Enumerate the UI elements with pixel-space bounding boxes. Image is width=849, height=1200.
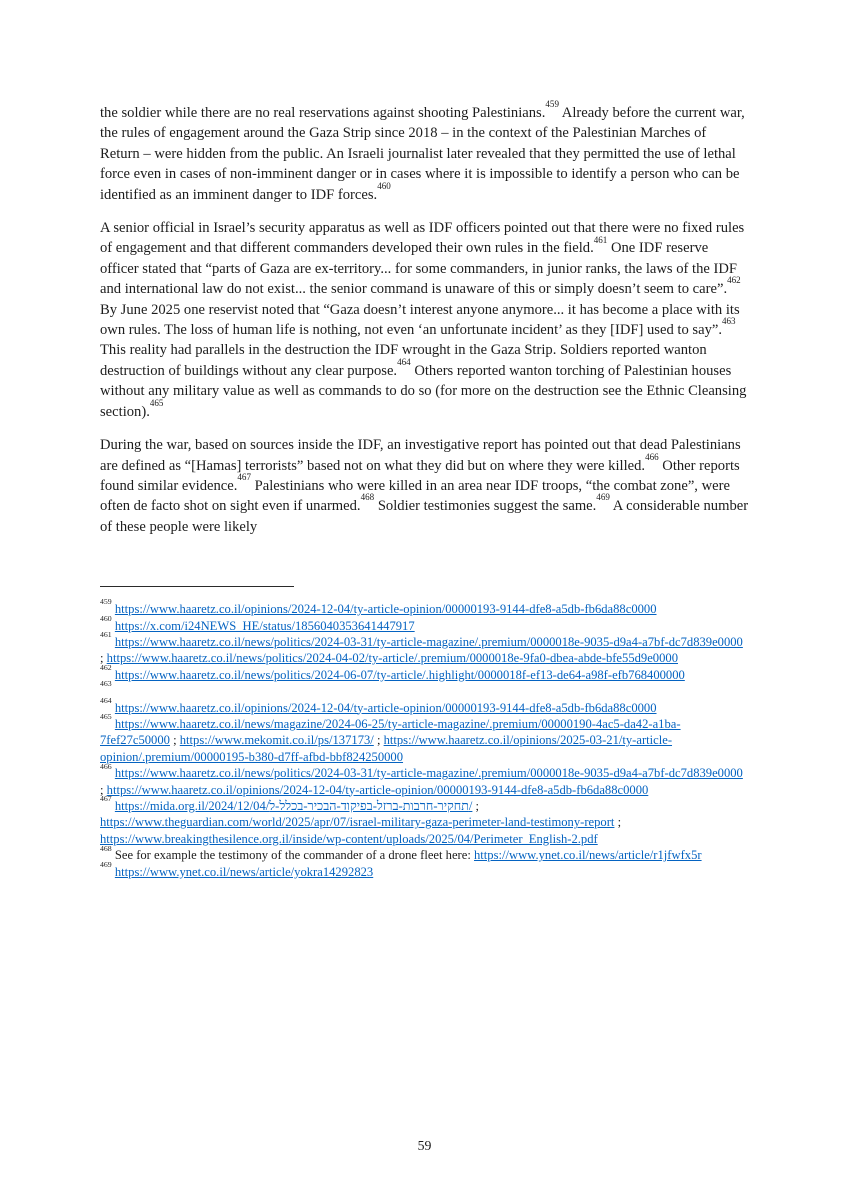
- footnote-ref: 466: [645, 451, 659, 462]
- footnote-link[interactable]: https://www.haaretz.co.il/news/politics/2024-03-31/ty-article-magazine/.premium/0000018e-9035-d9a4-a7bf-dc7d839e0000: [114, 634, 743, 649]
- footnote-number: 468: [100, 843, 112, 853]
- body-text: [100, 99, 749, 537]
- paragraph: During the war, based on sources inside the IDF, an investigative report has pointed out that dead Palestinians are defined as “[Hamas] terrorists” based not on what they did but on where they were killed.$^{466}$ Other reports found similar evidence.$^{467}$ Palestinians who were killed in an area near IDF troops, “the combat zone”, were often de facto shot on sight even if unarmed.$^{468}$ Soldier testimonies suggest the same.$^{469}$ A considerable number of these people were likely: [100, 437, 749, 535]
- page-number: 59: [417, 1138, 432, 1153]
- footnote-ref: 465: [149, 397, 164, 408]
- footnote-link[interactable]: https://www.haaretz.co.il/opinions/2025-03-21/ty-article-opinion/.premium/00000195-b380-d7ff-afbd-bbf824250000: [100, 733, 673, 764]
- footnote-ref: 461: [593, 234, 608, 245]
- footnote: $^{466}$ https://www.haaretz.co.il/news/politics/2024-03-31/ty-article-magazine/.premium/0000018e-9035-d9a4-a7bf-dc7d839e0000 ; https://www.haaretz.co.il/opinions/2024-12-04/ty-article-opinion/00000193-9144-dfe8-a5db-fb6da88c0000: [100, 761, 743, 797]
- footnote-ref: 464: [397, 356, 411, 367]
- footnote-link[interactable]: https://www.ynet.co.il/news/article/r1jfwfx5r: [474, 848, 702, 863]
- footnote-number: 462: [100, 663, 112, 673]
- footnote: $^{467}$ https://mida.org.il/2024/12/04/תחקיר-חרבות-ברזל-בפיקוד-הבכיר-בכלל-ל/ ; https://www.theguardian.com/world/2025/apr/07/israel-military-gaza-perimeter-land-testimony-report ; https://www.breakingthesilence.org.il/inside/wp-content/uploads/2025/04/Perimeter_English-2.pdf: [100, 794, 622, 846]
- footnote-number: 465: [100, 712, 112, 722]
- footnote-number: 461: [100, 630, 112, 640]
- footnote-number: 459: [100, 597, 112, 607]
- footnote: [100, 663, 749, 683]
- footnote-separator: [100, 586, 294, 587]
- footnote-ref: 460: [377, 180, 391, 191]
- footnote-link[interactable]: https://www.haaretz.co.il/news/magazine/2024-06-25/ty-article-magazine/.premium/00000190-4ac5-da42-a1ba-7fef27c50000: [100, 716, 681, 748]
- footnote: [100, 859, 749, 880]
- footnote-number: 463: [100, 679, 112, 689]
- footnote: [100, 597, 749, 617]
- paragraph: the soldier while there are no real reservations against shooting Palestinians.$^{459}$ Already before the current war, the rules of engagement around the Gaza Strip since 2018 – in the context of the Palestinian Marches of Return – were hidden from the public. An Israeli journalist later revealed that they permitted the use of lethal force even in cases of non-imminent danger or in cases where it is impossible to identify a person who can be identified as an imminent danger to IDF forces.$^{460}$: [100, 99, 745, 203]
- footnote-link[interactable]: https://www.breakingthesilence.org.il/inside/wp-content/uploads/2025/04/Perimeter_English-2.pdf: [100, 831, 598, 846]
- footnote: [100, 679, 749, 699]
- footnote-link[interactable]: https://www.haaretz.co.il/opinions/2024-12-04/ty-article-opinion/00000193-9144-dfe8-a5db-fb6da88c0000: [114, 700, 657, 715]
- footnote-link[interactable]: https://x.com/i24NEWS_HE/status/1856040353641447917: [114, 618, 415, 633]
- paragraph: A senior official in Israel’s security apparatus as well as IDF officers pointed out that there were no fixed rules of engagement and that different commanders developed their own rules in the field.$^{461}$ One IDF reserve officer stated that “parts of Gaza are ex-territory... for some commanders, in junior ranks, the laws of the IDF and international law do not exist... the senior command is unaware of this or simply doesn’t seem to care”.$^{462}$ By June 2025 one reservist noted that “Gaza doesn’t interest anyone anymore... it has become a place with its own rules. The loss of human life is nothing, not even ‘an unfortunate incident’ as they [IDF] used to say”.$^{463}$ This reality had parallels in the destruction the IDF wrought in the Gaza Strip. Soldiers reported wanton destruction of buildings without any clear purpose.$^{464}$ Others reported wanton torching of Palestinian houses without any military value as well as commands to do so (for more on the destruction see the Ethnic Cleansing section).$^{465}$: [100, 220, 747, 420]
- footnote-ref: 459: [545, 99, 559, 110]
- footnote-ref: 469: [596, 492, 610, 503]
- footnote-link[interactable]: https://www.mekomit.co.il/ps/137173/: [179, 733, 374, 748]
- footnote-number: 466: [100, 761, 112, 771]
- footnote: $^{461}$ https://www.haaretz.co.il/news/politics/2024-03-31/ty-article-magazine/.premium/0000018e-9035-d9a4-a7bf-dc7d839e0000 ; https://www.haaretz.co.il/news/politics/2024-04-02/ty-article/.premium/0000018e-9fa0-dbea-abde-bfe55d9e0000: [100, 630, 743, 666]
- footnote-number: 467: [100, 794, 112, 804]
- footnote-ref: 467: [237, 471, 251, 482]
- footnote-link[interactable]: https://www.haaretz.co.il/opinions/2024-12-04/ty-article-opinion/00000193-9144-dfe8-a5db-fb6da88c0000: [106, 782, 649, 797]
- footnote-link[interactable]: https://www.ynet.co.il/news/article/yokra14292823: [114, 864, 374, 879]
- footnote-number: 464: [100, 695, 112, 705]
- footnote: [100, 695, 749, 716]
- footnote-link[interactable]: https://www.haaretz.co.il/news/politics/2024-03-31/ty-article-magazine/.premium/0000018e-9035-d9a4-a7bf-dc7d839e0000: [114, 766, 743, 781]
- footnote: [100, 613, 749, 634]
- footnote: $^{465}$ https://www.haaretz.co.il/news/magazine/2024-06-25/ty-article-magazine/.premium/00000190-4ac5-da42-a1ba-7fef27c50000 ; https://www.mekomit.co.il/ps/137173/ ; https://www.haaretz.co.il/opinions/2025-03-21/ty-article-opinion/.premium/00000195-b380-d7ff-afbd-bbf824250000: [100, 712, 681, 764]
- footnote-link[interactable]: https://www.haaretz.co.il/news/politics/2024-04-02/ty-article/.premium/0000018e-9fa0-dbea-abde-bfe55d9e0000: [106, 651, 678, 666]
- footnote-ref: 468: [360, 492, 375, 503]
- footnote: $^{468}$ See for example the testimony of the commander of a drone fleet here: https://www.ynet.co.il/news/article/r1jfwfx5r: [100, 843, 702, 863]
- footnote-link[interactable]: https://www.haaretz.co.il/news/politics/2024-06-07/ty-article/.highlight/0000018f-ef13-de64-a98f-efb768400000: [114, 667, 685, 682]
- footnote-link[interactable]: https://mida.org.il/2024/12/04/תחקיר-חרבות-ברזל-בפיקוד-הבכיר-בכלל-ל/: [114, 799, 473, 813]
- footnote-number: 460: [100, 613, 112, 623]
- footnote-number: 469: [100, 859, 112, 869]
- footnotes-section: [100, 597, 749, 880]
- footnote-link[interactable]: https://www.theguardian.com/world/2025/apr/07/israel-military-gaza-perimeter-land-testimony-report: [100, 815, 615, 830]
- footnote-ref: 463: [722, 316, 736, 327]
- footnote-link[interactable]: https://www.haaretz.co.il/opinions/2024-12-04/ty-article-opinion/00000193-9144-dfe8-a5db-fb6da88c0000: [114, 602, 657, 617]
- footnote-ref: 462: [727, 275, 741, 286]
